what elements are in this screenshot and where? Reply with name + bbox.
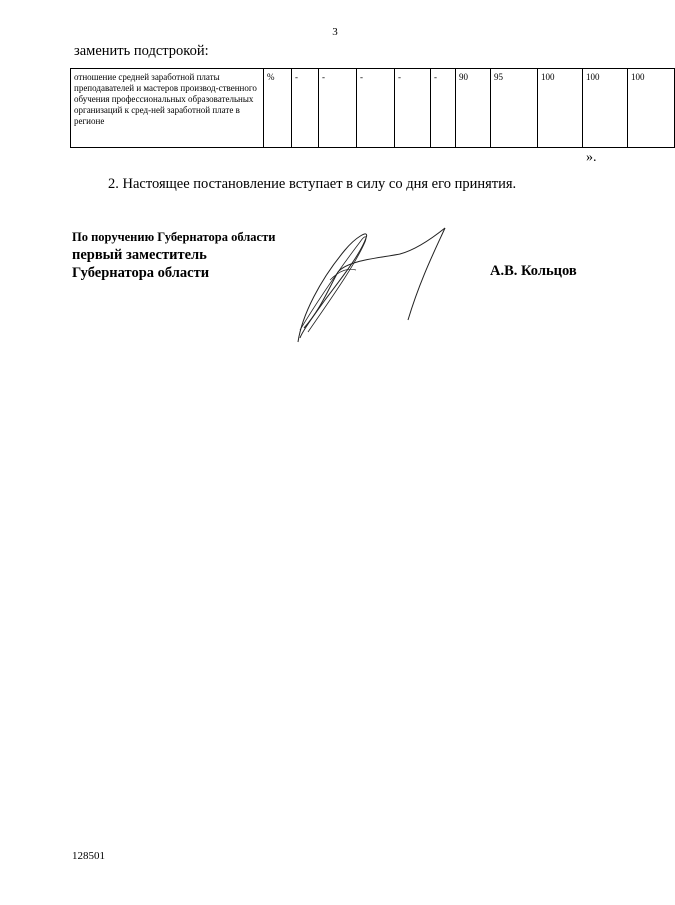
clause-2: 2. Настоящее постановление вступает в силу со дня его принятия.: [108, 176, 517, 192]
intro-text: заменить подстрокой:: [74, 43, 209, 59]
signature-block: [72, 228, 275, 282]
table-row: [71, 69, 675, 148]
value-cell: 100: [538, 69, 583, 148]
value-cell: -: [357, 69, 395, 148]
signature-line-1: По поручению Губернатора области: [72, 230, 276, 244]
indicator-table: [70, 68, 675, 148]
page-number: 3: [332, 26, 338, 38]
value-cell: 100: [628, 69, 675, 148]
value-cell: -: [292, 69, 319, 148]
value-cell: 95: [491, 69, 538, 148]
document-code: 128501: [72, 850, 105, 862]
value-cell: -: [395, 69, 431, 148]
value-cell: -: [431, 69, 456, 148]
signer-name: А.В. Кольцов: [490, 263, 577, 279]
value-cell: 90: [456, 69, 491, 148]
unit-cell: %: [264, 69, 292, 148]
indicator-name-cell: отношение средней заработной платы преподавателей и мастеров производ-ственного обучения профессиональных образовательных организаций к сред-ней заработной плате в регионе: [71, 69, 264, 148]
handwritten-signature: [290, 220, 460, 350]
signature-line-3: Губернатора области: [72, 265, 210, 281]
closing-quote: ».: [586, 150, 597, 165]
value-cell: -: [319, 69, 357, 148]
signature-line-2: первый заместитель: [72, 247, 207, 263]
value-cell: 100: [583, 69, 628, 148]
